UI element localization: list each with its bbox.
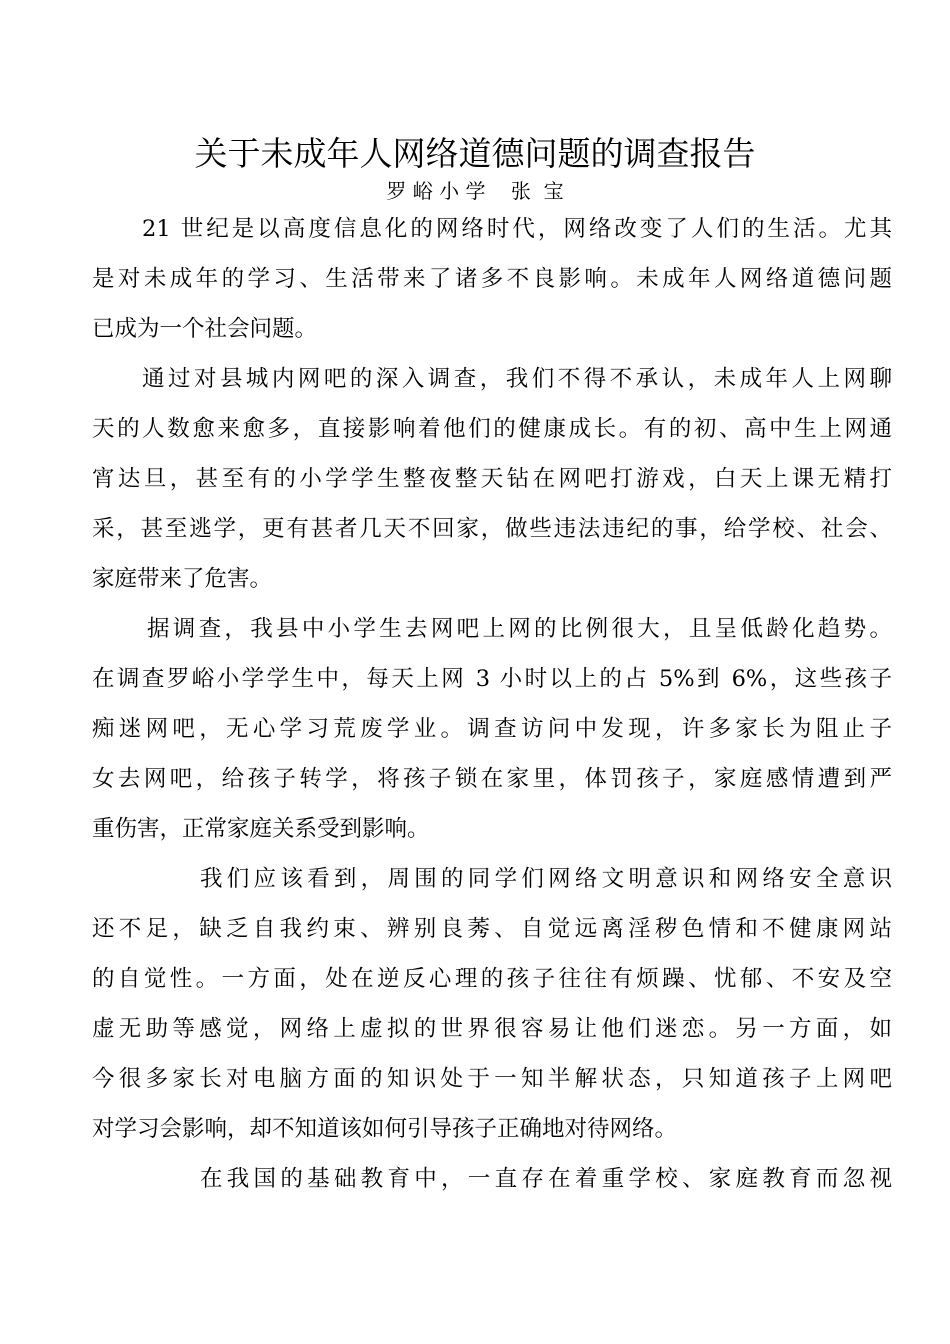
paragraph-line: 21 世纪是以高度信息化的网络时代，网络改变了人们的生活。尤其 bbox=[142, 216, 892, 242]
paragraph-3 bbox=[92, 604, 892, 854]
paragraph-line: 在我国的基础教育中，一直存在着重学校、家庭教育而忽视 bbox=[200, 1166, 892, 1192]
paragraph-line: 我们应该看到，周围的同学们网络文明意识和网络安全意识 bbox=[200, 866, 892, 892]
paragraph-1 bbox=[92, 204, 892, 354]
paragraph-line: 宵达旦，甚至有的小学学生整夜整天钻在网吧打游戏，白天上课无精打 bbox=[92, 466, 892, 492]
paragraph-line: 还不足，缺乏自我约束、辨别良莠、自觉远离淫秽色情和不健康网站 bbox=[92, 916, 892, 942]
paragraph-5 bbox=[92, 1154, 892, 1204]
paragraph-line: 虚无助等感觉，网络上虚拟的世界很容易让他们迷恋。另一方面，如 bbox=[92, 1016, 892, 1042]
document-title: 关于未成年人网络道德问题的调查报告 bbox=[194, 134, 756, 173]
paragraph-line: 是对未成年的学习、生活带来了诸多不良影响。未成年人网络道德问题 bbox=[92, 266, 892, 292]
document-author: 罗 峪 小 学 张 宝 bbox=[386, 179, 564, 203]
paragraph-2 bbox=[92, 354, 892, 604]
paragraph-line: 对学习会影响，却不知道该如何引导孩子正确地对待网络。 bbox=[92, 1116, 678, 1142]
paragraph-line: 天的人数愈来愈多，直接影响着他们的健康成长。有的初、高中生上网通 bbox=[92, 416, 892, 442]
paragraph-line: 今很多家长对电脑方面的知识处于一知半解状态，只知道孩子上网吧 bbox=[92, 1066, 892, 1092]
paragraph-4 bbox=[92, 854, 892, 1154]
paragraph-line: 女去网吧，给孩子转学，将孩子锁在家里，体罚孩子，家庭感情遭到严 bbox=[92, 766, 892, 792]
paragraph-line: 家庭带来了危害。 bbox=[92, 566, 273, 592]
paragraph-line: 痴迷网吧，无心学习荒废学业。调查访问中发现，许多家长为阻止子 bbox=[92, 716, 892, 742]
paragraph-line: 采，甚至逃学，更有甚者几天不回家，做些违法违纪的事，给学校、社会、 bbox=[92, 516, 892, 542]
paragraph-line: 据调查，我县中小学生去网吧上网的比例很大，且呈低龄化趋势。 bbox=[147, 616, 892, 642]
paragraph-line: 重伤害，正常家庭关系受到影响。 bbox=[92, 816, 430, 842]
document-body bbox=[92, 204, 892, 1204]
paragraph-line: 通过对县城内网吧的深入调查，我们不得不承认，未成年人上网聊 bbox=[142, 366, 892, 392]
paragraph-line: 已成为一个社会问题。 bbox=[92, 316, 318, 342]
paragraph-line: 的自觉性。一方面，处在逆反心理的孩子往往有烦躁、忧郁、不安及空 bbox=[92, 966, 892, 992]
paragraph-line: 在调查罗峪小学学生中，每天上网 3 小时以上的占 5%到 6%，这些孩子 bbox=[92, 666, 892, 692]
